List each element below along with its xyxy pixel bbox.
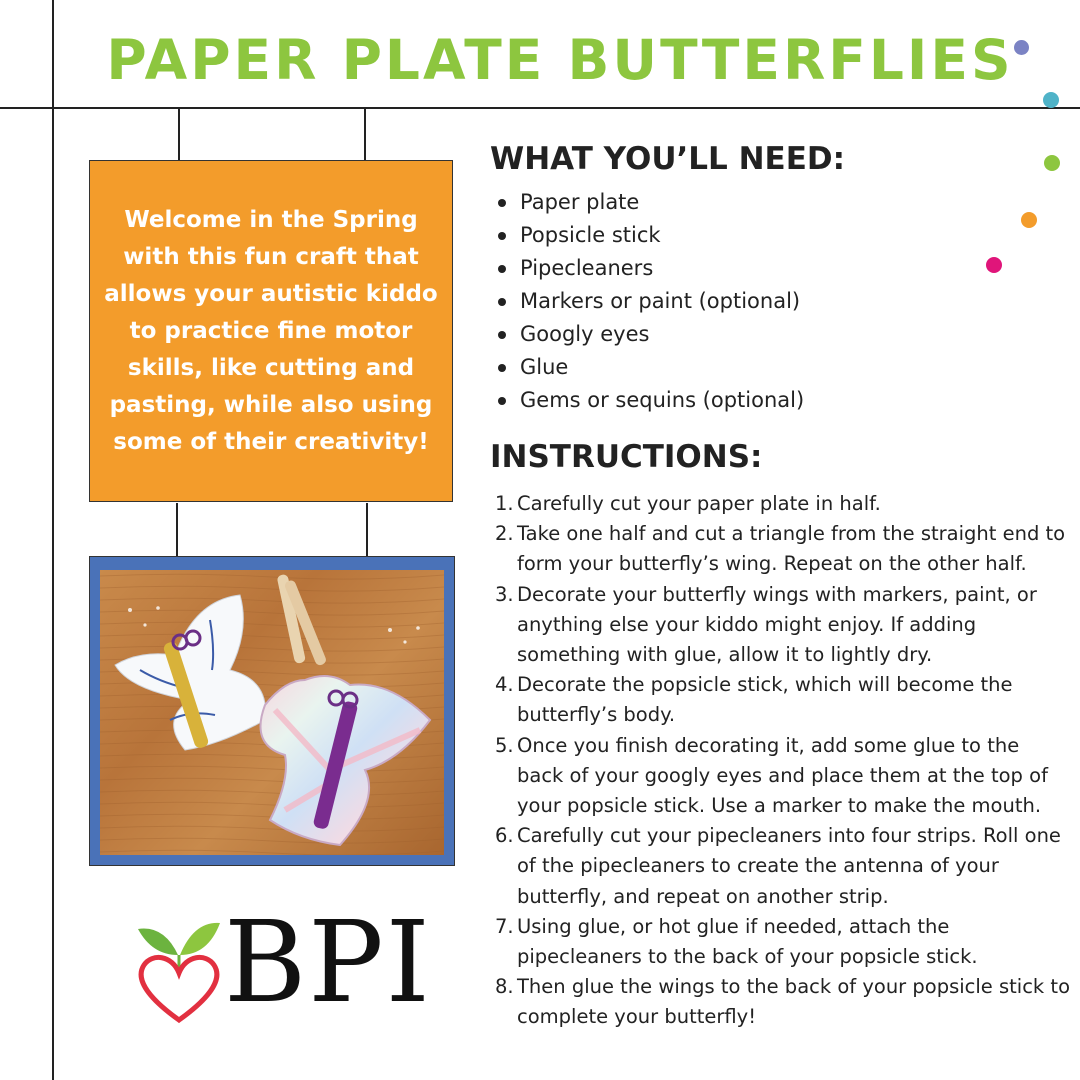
list-item	[490, 972, 1070, 1032]
bpi-logo-text: BPI	[224, 898, 432, 1028]
instructions-list	[490, 489, 1070, 1033]
header-rule	[0, 107, 1080, 109]
intro-box	[89, 160, 453, 502]
step-text: Decorate your butterfly wings with markers, paint, or anything else your kiddo might enjoy. If adding something with glue, allow it to lightly dry.	[517, 582, 1037, 667]
needs-heading: WHAT YOU’LL NEED:	[490, 141, 846, 177]
intro-text: Welcome in the Spring with this fun craft that allows your autistic kiddo to practice fine motor skills, like cutting and pasting, while also using some of their creativity!	[104, 206, 438, 455]
list-item: Paper plate	[490, 186, 804, 219]
step-number: 2.	[495, 522, 514, 546]
intro-hanger-left	[178, 109, 180, 160]
photo-hanger-right	[366, 503, 368, 556]
step-text: Once you finish decorating it, add some glue to the back of your googly eyes and place them at the top of your popsicle stick. Use a marker to make the mouth.	[517, 733, 1048, 818]
list-item: Markers or paint (optional)	[490, 285, 804, 318]
butterfly-photo	[100, 570, 444, 855]
step-number: 6.	[495, 824, 514, 848]
step-text: Decorate the popsicle stick, which will become the butterfly’s body.	[517, 673, 1013, 727]
butterfly-illustration	[100, 570, 444, 855]
list-item: Pipecleaners	[490, 252, 804, 285]
step-text: Carefully cut your pipecleaners into four strips. Roll one of the pipecleaners to create the antenna of your butterfly, and repeat on another strip.	[517, 824, 1061, 908]
page-title: PAPER PLATE BUTTERFLIES	[106, 28, 1014, 92]
list-item	[490, 489, 1070, 519]
step-text: Using glue, or hot glue if needed, attach the pipecleaners to the back of your popsicle stick.	[517, 914, 978, 969]
step-text: Take one half and cut a triangle from the straight end to form your butterfly’s wing. Repeat on the other half.	[517, 522, 1066, 576]
list-item: Googly eyes	[490, 318, 804, 351]
list-item: Gems or sequins (optional)	[490, 384, 804, 417]
list-item	[490, 821, 1070, 912]
decor-dot-orange	[1021, 212, 1037, 228]
list-item	[490, 670, 1070, 730]
step-number: 8.	[495, 975, 514, 999]
decor-dot-purple	[1014, 40, 1029, 55]
photo-hanger-left	[176, 503, 178, 556]
decor-dot-pink	[986, 257, 1002, 273]
step-number: 3.	[495, 582, 514, 606]
list-item: Popsicle stick	[490, 219, 804, 252]
list-item	[490, 731, 1070, 822]
list-item	[490, 519, 1070, 579]
left-rule	[52, 0, 54, 1080]
instructions-heading: INSTRUCTIONS:	[490, 439, 763, 475]
step-number: 5.	[495, 733, 514, 757]
step-number: 4.	[495, 673, 514, 697]
decor-dot-green	[1044, 155, 1060, 171]
photo-frame	[89, 556, 455, 866]
step-number: 7.	[495, 914, 514, 938]
step-number: 1.	[495, 492, 514, 515]
list-item	[490, 912, 1070, 972]
decor-dot-teal	[1043, 92, 1059, 108]
needs-list	[490, 186, 804, 417]
list-item: Glue	[490, 351, 804, 384]
step-text: Then glue the wings to the back of your popsicle stick to complete your butterfly!	[517, 975, 1070, 1029]
bpi-logo	[134, 898, 432, 1035]
step-text: Carefully cut your paper plate in half.	[517, 492, 881, 515]
intro-hanger-right	[364, 109, 366, 160]
heart-sprout-icon	[134, 915, 224, 1025]
list-item	[490, 580, 1070, 671]
